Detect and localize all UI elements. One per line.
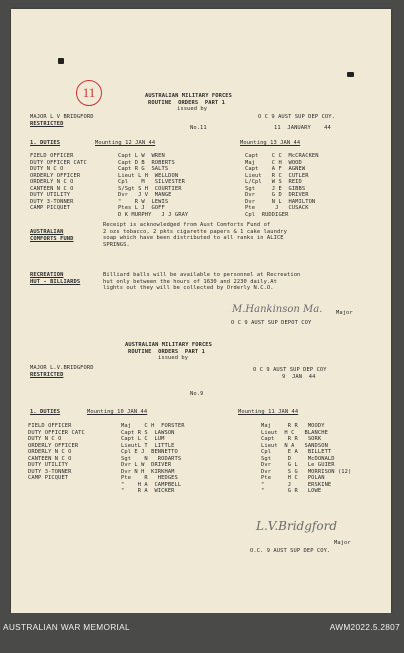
duty-assignee-second: Dvr N L HAMILTON <box>245 198 316 205</box>
duty-name: ORDERLY N C O <box>28 449 72 455</box>
order1-signature: M.Hankinson Ma. <box>232 304 323 315</box>
duty-name: FIELD OFFICER <box>28 423 72 429</box>
duty-assignee-first: Capt D B ROBERTS <box>118 159 175 166</box>
order1-sign-role: Major <box>336 310 353 316</box>
order2-date: 9 JAN 44 <box>282 374 316 380</box>
order1-unit: O C 9 AUST SUP DEP COY. <box>258 114 335 120</box>
duty-name: DUTY OFFICER CATC <box>30 159 87 166</box>
punch-hole <box>58 58 64 64</box>
duty-assignee-second: Capt A F AGNEW <box>245 166 306 172</box>
duty-assignee-first: " R A WICKER <box>121 488 175 494</box>
order1-date: 11 JANUARY 44 <box>274 125 331 131</box>
duty-assignee-first: " R W LEWIS <box>118 198 169 205</box>
order1-comforts-text: 2 ozs tobacco, 2 pkts cigarette papers & 1 cake laundry <box>103 228 287 235</box>
duty-assignee-second: Capt C C McCRACKEN <box>245 153 319 159</box>
duty-assignee-second: Pte H C POLAN <box>261 475 325 481</box>
duty-name: ORDERLY OFFICER <box>28 442 79 449</box>
duty-assignee-first: Capt L W WREN <box>118 153 165 159</box>
order2-author: MAJOR L.V.BRIDGFORD <box>30 365 94 371</box>
duty-assignee-second: " J ERSKINE <box>261 481 332 488</box>
duty-name: DUTY N C O <box>30 166 64 172</box>
duty-assignee-first: Cpl M SILVESTER <box>118 179 185 185</box>
duty-name: ORDERLY N C O <box>30 179 74 185</box>
duty-assignee-second: Maj C H WOOD <box>245 159 302 166</box>
duty-assignee-first: Sgt N RODARTS <box>121 455 182 462</box>
order1-recreation-text: Billiard balls will be available to personnel at Recreation <box>103 272 301 278</box>
order1-sign-unit: O C 9 AUST SUP DEPOT COY <box>231 320 312 326</box>
order1-comforts-text: Receipt is acknowledged from Aust Comforts Fund of <box>103 222 271 228</box>
duty-name: ORDERLY OFFICER <box>30 172 81 179</box>
order1-comforts-text: soap which have been distributed to all ranks in ALICE <box>103 235 284 241</box>
order2-signature: L.V.Bridgford <box>256 519 338 533</box>
duty-assignee-first: Dvr L W DRIVER <box>121 462 172 468</box>
duty-assignee-first: LieutL T LITTLE <box>121 442 175 449</box>
duty-name: DUTY OFFICER CATC <box>28 429 85 436</box>
duty-name: CAMP PICQUET <box>30 205 71 211</box>
punch-hole <box>347 72 354 77</box>
order1-header-line: AUSTRALIAN MILITARY FORCES <box>145 93 232 99</box>
order2-header-line: issued by <box>158 355 189 361</box>
duty-name: DUTY 3-TONNER <box>30 198 74 205</box>
duty-assignee-second: Pte J CUSACK <box>245 205 309 211</box>
order2-number: No.9 <box>190 391 204 397</box>
order1-recreation-title: RECREATION <box>30 272 64 278</box>
duty-assignee-second: L/Cpl W S REID <box>245 179 302 185</box>
order1-author: MAJOR L V BRIDGFORD <box>30 114 94 120</box>
duty-assignee-first: Lieut L H WELLDON <box>118 172 179 179</box>
order1-comforts-text: SPRINGS. <box>103 241 130 248</box>
duty-assignee-second: Capt R R SORK <box>261 436 322 442</box>
order2-sign-role: Major <box>334 540 351 546</box>
duty-name: CANTEEN N C O <box>28 455 72 462</box>
archive-footer <box>0 613 404 653</box>
footer-reference: AWM2022.5.2807 <box>329 622 400 632</box>
order1-duties-title: 1. DUTIES <box>30 140 61 146</box>
duty-assignee-second: Maj R R MOODY <box>261 423 325 429</box>
footer-source: AUSTRALIAN WAR MEMORIAL <box>3 622 130 632</box>
duty-name: DUTY UTILITY <box>30 192 71 198</box>
duty-assignee-second: Lieut H C BLANCHE <box>261 429 328 436</box>
duty-assignee-first: " H A CAMPBELL <box>121 481 182 488</box>
order1-recreation-title: HUT - BILLIARDS <box>30 278 81 285</box>
order2-mounting-right: Mounting 11 JAN 44 <box>238 409 299 415</box>
duty-assignee-second: Dvr G D DRIVER <box>245 192 309 198</box>
duty-assignee-first: Capt L C LUM <box>121 436 165 442</box>
duty-assignee-first: Dvr N H KIRKHAM <box>121 468 175 475</box>
order1-restricted: RESTRICTED <box>30 121 64 127</box>
order2-unit: O C 9 AUST SUP DEP COY <box>253 367 327 373</box>
order2-duties-title: 1. DUTIES <box>30 409 61 415</box>
duty-name: CANTEEN N C O <box>30 185 74 192</box>
duty-assignee-second: Sgt J E GIBBS <box>245 185 306 192</box>
order1-comforts-title: AUSTRALIAN <box>30 229 64 235</box>
order1-recreation-text: lights out they will be collected by Orderly N.C.O. <box>103 285 274 291</box>
order2-restricted: RESTRICTED <box>30 372 64 378</box>
order2-sign-unit: O.C. 9 AUST SUP DEP COY. <box>250 548 331 554</box>
duty-name: DUTY N C O <box>28 436 62 442</box>
duty-name: FIELD OFFICER <box>30 153 74 159</box>
order2-mounting-left: Mounting 10 JAN 44 <box>87 409 148 415</box>
duty-assignee-first: D K MURPHY J J GRAY <box>118 211 189 218</box>
duty-assignee-first: Cpl E J BENNETTO <box>121 449 178 455</box>
duty-assignee-second: Cpl RUDDIGER <box>245 211 289 218</box>
order2-header-line: ROUTINE ORDERS PART 1 <box>128 348 205 355</box>
order2-header-line: AUSTRALIAN MILITARY FORCES <box>125 342 212 348</box>
red-number-stamp: 11 <box>76 80 102 106</box>
duty-assignee-second: Sgt D McDONALD <box>261 455 335 462</box>
duty-assignee-second: Lieut N A SANDSON <box>261 442 328 449</box>
duty-name: CAMP PICQUET <box>28 475 69 481</box>
duty-name: DUTY UTILITY <box>28 462 69 468</box>
duty-assignee-first: S/Sgt S H COURTIER <box>118 185 182 192</box>
duty-assignee-first: Capt R S LAWSON <box>121 429 175 436</box>
order1-mounting-left: Mounting 12 JAN 44 <box>95 140 156 146</box>
order1-header-line: issued by <box>177 106 208 112</box>
duty-name: DUTY 3-TONNER <box>28 468 72 475</box>
order1-number: No.11 <box>190 125 207 131</box>
order1-comforts-title: COMFORTS FUND <box>30 235 74 242</box>
duty-assignee-first: Dvr J V MANGE <box>118 192 172 198</box>
duty-assignee-first: Capt R G SALTS <box>118 166 169 172</box>
order1-recreation-text: hut only between the hours of 1630 and 2230 daily.At <box>103 278 277 285</box>
duty-assignee-second: " G R LOWE <box>261 488 322 494</box>
order1-mounting-right: Mounting 13 JAN 44 <box>240 140 301 146</box>
order1-header-line: ROUTINE ORDERS PART 1 <box>148 99 225 106</box>
duty-assignee-first: Pte R HEDGES <box>121 475 178 481</box>
duty-assignee-second: Cpl E A BILLETT <box>261 449 332 455</box>
duty-assignee-second: Dvr S G MORRISON (12) <box>261 468 352 475</box>
duty-assignee-second: Lieut R C CUTLER <box>245 172 309 179</box>
duty-assignee-second: Dvr G L Le GUIER <box>261 462 335 468</box>
duty-assignee-first: Maj C H FORSTER <box>121 423 185 429</box>
duty-assignee-first: Ptes L J GOFF <box>118 205 165 211</box>
